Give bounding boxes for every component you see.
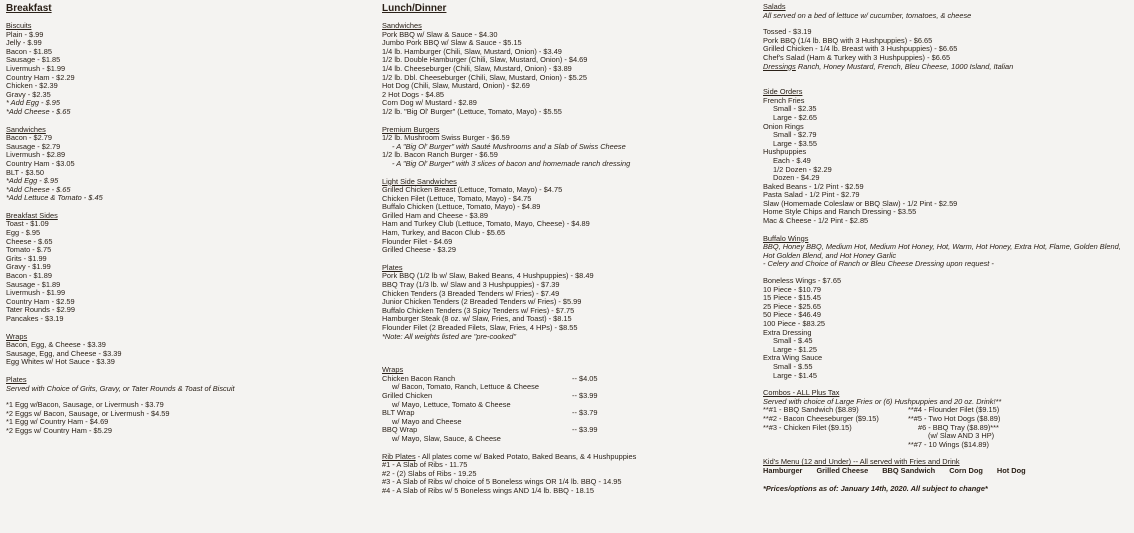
menu-item: *Add Cheese - $.65: [6, 184, 71, 194]
menu-item: Livermush - $1.99: [6, 288, 66, 298]
wrap-name: BLT Wrap: [382, 408, 415, 418]
biscuits-list: [6, 31, 366, 100]
menu-item: Toast - $1.09: [6, 219, 49, 229]
menu-item: Pancakes - $3.19: [6, 314, 64, 323]
wrap-price: -- $3.79: [572, 408, 598, 418]
menu-item: Junior Chicken Tenders (2 Breaded Tenders w/ Fries) - $5.99: [382, 297, 582, 307]
light-side-section: [382, 178, 754, 255]
wings-list: [763, 277, 1131, 380]
menu-item: BBQ Tray (1/3 lb. w/ Slaw and 3 Hushpuppies) - $7.39: [382, 280, 560, 290]
menu-subitem: Small - $2.79: [773, 130, 817, 140]
menu-item: Tomato - $.75: [6, 245, 52, 255]
menu-item: Country Ham - $2.59: [6, 296, 75, 306]
combos-right-list: [908, 406, 1000, 449]
lunch-sandwiches-list: [382, 31, 754, 117]
menu-item: * Add Egg - $.95: [6, 98, 60, 108]
menu-item: Bacon - $1.85: [6, 46, 53, 56]
menu-item: Gravy - $2.35: [6, 89, 51, 99]
menu-item: **#3 - Chicken Filet ($9.15): [763, 422, 852, 432]
menu-item: Hushpuppies: [763, 147, 807, 157]
lunch-plates-section: [382, 264, 754, 341]
wrap-desc: w/ Mayo, Lettuce, Tomato & Cheese: [392, 399, 511, 409]
breakfast-title: Breakfast: [6, 3, 52, 14]
menu-item: Buffalo Chicken Tenders (3 Spicy Tenders w/ Fries) - $7.75: [382, 305, 575, 315]
breakfast-sides-title: Breakfast Sides: [6, 210, 58, 220]
menu-item: 1/2 lb. Double Hamburger (Chili, Slaw, Mustard, Onion) - $4.69: [382, 55, 588, 65]
kids-menu-item: Grilled Cheese: [816, 465, 869, 475]
menu-item: Pork BBQ (1/2 lb w/ Slaw, Baked Beans, 4 Hushpuppies) - $8.49: [382, 271, 594, 281]
menu-item: 50 Piece - $46.49: [763, 310, 821, 320]
menu-item: *1 Egg w/Bacon, Sausage, or Livermush - $3.79: [6, 400, 164, 410]
menu-item: Ham and Turkey Club (Lettuce, Tomato, Mayo, Cheese) - $4.89: [382, 219, 590, 229]
menu-item: Tossed - $3.19: [763, 27, 812, 37]
premium-item: 1/2 lb. Mushroom Swiss Burger - $6.59: [382, 133, 510, 143]
side-orders-list: [763, 97, 1131, 226]
menu-item: Baked Beans - 1/2 Pint - $2.59: [763, 181, 864, 191]
rib-plates-intro: - All plates come w/ Baked Potato, Baked Beans, & 4 Hushpuppies: [415, 451, 637, 461]
dressings-label: Dressings: [763, 61, 796, 71]
menu-item: Buffalo Chicken (Lettuce, Tomato, Mayo) - $4.89: [382, 202, 541, 212]
menu-item: Hot Dog (Chili, Slaw, Mustard, Onion) - $2.69: [382, 81, 530, 91]
side-orders-title: Side Orders: [763, 87, 803, 97]
menu-item: *1 Egg w/ Country Ham - $4.69: [6, 417, 109, 427]
menu-item: Chicken - $2.39: [6, 81, 58, 91]
menu-item: 25 Piece - $25.65: [763, 301, 821, 311]
wrap-price: -- $4.05: [572, 373, 598, 383]
menu-item: Ham, Turkey, and Bacon Club - $5.65: [382, 228, 506, 238]
menu-item: Sausage - $1.89: [6, 279, 61, 289]
breakfast-plates-section: [6, 376, 366, 436]
menu-item: Pasta Salad - 1/2 Pint - $2.79: [763, 190, 860, 200]
wrap-price: -- $3.99: [572, 425, 598, 435]
menu-item: Country Ham - $3.05: [6, 158, 75, 168]
lunch-sandwiches-title: Sandwiches: [382, 21, 422, 30]
combo-item: (w/ Slaw AND 3 HP): [928, 431, 995, 441]
combo-item: **#5 - Two Hot Dogs ($8.89): [908, 413, 1001, 423]
menu-item: *2 Eggs w/ Country Ham - $5.29: [6, 425, 112, 435]
rib-plates-list: [382, 461, 754, 495]
breakfast-sides-section: [6, 212, 366, 324]
kids-menu-item: Hamburger: [763, 465, 803, 475]
menu-subitem: Each - $.49: [773, 155, 811, 165]
menu-item: Corn Dog w/ Mustard - $2.89: [382, 98, 477, 108]
menu-item: *Add Egg - $.95: [6, 176, 59, 186]
menu-item: Pork BBQ (1/4 lb. BBQ with 3 Hushpuppies) - $6.65: [763, 35, 933, 45]
menu-item: 2 Hot Dogs - $4.85: [382, 89, 445, 99]
right-column: [763, 3, 1131, 493]
premium-burgers-section: [382, 126, 754, 169]
breakfast-sandwiches-title: Sandwiches: [6, 124, 46, 134]
biscuits-title: Biscuits: [6, 21, 32, 30]
wrap-name: BBQ Wrap: [382, 425, 418, 435]
menu-item: Gravy - $1.99: [6, 262, 51, 272]
kids-menu-section: [763, 458, 1131, 475]
kids-menu-item: Hot Dog: [996, 465, 1026, 475]
menu-item: Country Ham - $2.29: [6, 72, 75, 82]
light-side-title: Light Side Sandwiches: [382, 176, 457, 186]
combos-section: [763, 389, 1131, 449]
menu-item: Extra Dressing: [763, 327, 812, 337]
salads-section: [763, 3, 1131, 71]
menu-subitem: Small - $.55: [773, 361, 813, 371]
combos-note: Served with choice of Large Fries or (6) Hushpuppies and 20 oz. Drink!**: [763, 396, 1002, 406]
combo-item: **#7 - 10 Wings ($14.89): [908, 439, 989, 449]
wings-note: - Celery and Choice of Ranch or Bleu Cheese Dressing upon request -: [763, 259, 994, 269]
menu-item: BLT - $3.50: [6, 167, 44, 177]
premium-burgers-title: Premium Burgers: [382, 124, 440, 134]
salads-title: Salads: [763, 2, 786, 11]
menu-item: Livermush - $1.99: [6, 63, 66, 73]
salads-list: [763, 28, 1131, 62]
menu-item: Grits - $1.99: [6, 253, 47, 263]
breakfast-plates-note: Served with Choice of Grits, Gravy, or Tater Rounds & Toast of Biscuit: [6, 383, 235, 393]
premium-desc: - A "Big Ol' Burger" with 3 slices of bacon and homemade ranch dressing: [392, 158, 631, 168]
menu-item: Flounder Filet - $4.69: [382, 236, 453, 246]
menu-item: #4 - A Slab of Ribs w/ 5 Boneless wings AND 1/4 lb. BBQ - 18.15: [382, 485, 594, 495]
lunch-plates-list: [382, 272, 754, 332]
menu-item: Flounder Filet (2 Breaded Filets, Slaw, Fries, 4 HPs) - $8.55: [382, 323, 578, 332]
lunch-sandwiches-section: [382, 22, 754, 117]
menu-item: Hamburger Steak (8 oz. w/ Slaw, Fries, and Toast) - $8.15: [382, 314, 572, 324]
menu-subitem: Large - $1.25: [773, 344, 817, 354]
combo-item: #6 - BBQ Tray ($8.89)***: [918, 422, 999, 432]
kids-menu-item: BBQ Sandwich: [882, 465, 936, 475]
lunch-plates-title: Plates: [382, 262, 403, 272]
menu-item: Sausage - $1.85: [6, 55, 61, 65]
lunch-column: [382, 3, 754, 505]
combo-item: **#4 - Flounder Filet ($9.15): [908, 405, 1000, 415]
wings-section: [763, 235, 1131, 381]
breakfast-plates-list: [6, 401, 366, 435]
lunch-title: Lunch/Dinner: [382, 3, 447, 14]
price-footer: *Prices/options as of: January 14th, 2020. All subject to change*: [763, 483, 988, 493]
wrap-desc: w/ Bacon, Tomato, Ranch, Lettuce & Cheese: [392, 382, 539, 392]
menu-item: *Add Cheese - $.65: [6, 106, 71, 116]
wrap-price: -- $3.99: [572, 390, 598, 400]
kids-menu-items: [763, 467, 1131, 476]
menu-item: Bacon, Egg, & Cheese - $3.39: [6, 340, 106, 350]
menu-item: *2 Eggs w/ Bacon, Sausage, or Livermush - $4.59: [6, 408, 170, 418]
lunch-wraps-list: [382, 375, 754, 444]
wings-title: Buffalo Wings: [763, 233, 809, 243]
menu-item: #3 - A Slab of Ribs w/ choice of 5 Boneless wings OR 1/4 lb. BBQ - 14.95: [382, 477, 622, 487]
menu-item: Grilled Chicken Breast (Lettuce, Tomato, Mayo) - $4.75: [382, 185, 563, 195]
menu-subitem: 1/2 Dozen - $2.29: [773, 164, 832, 174]
menu-item: Livermush - $2.89: [6, 150, 66, 160]
menu-item: #1 - A Slab of Ribs - 11.75: [382, 460, 468, 470]
breakfast-column: [6, 3, 366, 445]
menu-subitem: Dozen - $4.29: [773, 173, 820, 183]
light-side-list: [382, 186, 754, 255]
menu-item: Tater Rounds - $2.99: [6, 305, 76, 315]
lunch-wraps-section: [382, 366, 754, 443]
menu-item: 1/2 lb. "Big Ol' Burger" (Lettuce, Tomato, Mayo) - $5.55: [382, 106, 562, 116]
breakfast-sandwiches-list: [6, 134, 366, 177]
menu-item: Jelly - $.99: [6, 38, 42, 48]
menu-item: Onion Rings: [763, 121, 804, 131]
menu-item: Bacon - $1.89: [6, 271, 53, 281]
menu-subitem: Small - $2.35: [773, 104, 817, 114]
breakfast-wraps-title: Wraps: [6, 331, 28, 341]
combos-left-list: [763, 406, 908, 449]
menu-item: Egg Whites w/ Hot Sauce - $3.39: [6, 357, 115, 367]
premium-desc: - A "Big Ol' Burger" with Sauté Mushrooms and a Slab of Swiss Cheese: [392, 141, 626, 151]
premium-item: 1/2 lb. Bacon Ranch Burger - $6.59: [382, 150, 498, 160]
menu-item: *Add Lettuce & Tomato - $.45: [6, 193, 103, 203]
menu-item: Slaw (Homemade Coleslaw or BBQ Slaw) - 1/2 Pint - $2.59: [763, 198, 958, 208]
menu-item: **#1 - BBQ Sandwich ($8.89): [763, 405, 859, 415]
menu-subitem: Large - $3.55: [773, 138, 817, 148]
menu-item: Grilled Ham and Cheese - $3.89: [382, 210, 488, 220]
menu-item: 10 Piece - $10.79: [763, 284, 821, 294]
kids-menu-title: Kid's Menu (12 and Under) -- All served with Fries and Drink: [763, 457, 960, 467]
menu-subitem: Large - $1.45: [773, 370, 817, 380]
menu-item: Egg - $.95: [6, 228, 41, 238]
salads-note: All served on a bed of lettuce w/ cucumber, tomatoes, & cheese: [763, 10, 972, 20]
wrap-name: Chicken Bacon Ranch: [382, 373, 456, 383]
lunch-plates-note: *Note: All weights listed are "pre-cooked": [382, 331, 516, 341]
menu-subitem: Large - $2.65: [773, 112, 817, 122]
menu-item: Extra Wing Sauce: [763, 353, 823, 363]
menu-item: 1/4 lb. Hamburger (Chili, Slaw, Mustard, Onion) - $3.49: [382, 46, 562, 56]
menu-item: Bacon - $2.79: [6, 133, 53, 143]
menu-item: Boneless Wings - $7.65: [763, 276, 842, 286]
menu-item: Home Style Chips and Ranch Dressing - $3.55: [763, 207, 917, 217]
combos-title: Combos - ALL Plus Tax: [763, 388, 840, 398]
menu-item: #2 - (2) Slabs of Ribs - 19.25: [382, 468, 477, 478]
menu-item: Jumbo Pork BBQ w/ Slaw & Sauce - $5.15: [382, 38, 522, 48]
menu-item: 1/4 lb. Cheeseburger (Chili, Slaw, Mustard, Onion) - $3.89: [382, 63, 572, 73]
wrap-desc: w/ Mayo and Cheese: [392, 416, 462, 426]
menu-item: Grilled Chicken - 1/4 lb. Breast with 3 Hushpuppies) - $6.65: [763, 44, 958, 54]
breakfast-wraps-section: [6, 333, 366, 367]
kids-menu-item: Corn Dog: [949, 465, 983, 475]
breakfast-sides-list: [6, 220, 366, 323]
lunch-wraps-title: Wraps: [382, 365, 404, 375]
wings-flavors: BBQ, Honey BBQ, Medium Hot, Medium Hot Honey, Hot, Warm, Hot Honey, Extra Hot, Flame, Golden Blend, Hot Golden Blend, and Hot Honey Garlic: [763, 242, 1121, 260]
menu-item: Chicken Filet (Lettuce, Tomato, Mayo) - $4.75: [382, 193, 532, 203]
rib-plates-section: [382, 453, 754, 496]
biscuits-addons: [6, 99, 366, 116]
menu-item: Chicken Tenders (3 Breaded Tenders w/ Fries) - $7.49: [382, 288, 560, 298]
side-orders-section: [763, 88, 1131, 226]
menu-item: 100 Piece - $83.25: [763, 319, 826, 328]
menu-item: 1/2 lb. Dbl. Cheeseburger (Chili, Slaw, Mustard, Onion) - $5.25: [382, 72, 587, 82]
breakfast-sandwiches-section: [6, 126, 366, 203]
menu-item: Sausage, Egg, and Cheese - $3.39: [6, 348, 122, 358]
biscuits-section: [6, 22, 366, 117]
wrap-desc: w/ Mayo, Slaw, Sauce, & Cheese: [392, 433, 501, 443]
menu-item: Chef's Salad (Ham & Turkey with 3 Hushpuppies) - $6.65: [763, 52, 951, 62]
rib-plates-title: Rib Plates: [382, 451, 416, 461]
menu-item: French Fries: [763, 95, 805, 105]
menu-item: Pork BBQ w/ Slaw & Sauce - $4.30: [382, 29, 498, 39]
breakfast-plates-title: Plates: [6, 374, 27, 384]
menu-item: Mac & Cheese - 1/2 Pint - $2.85: [763, 216, 869, 226]
menu-item: **#2 - Bacon Cheeseburger ($9.15): [763, 413, 879, 423]
breakfast-wraps-list: [6, 341, 366, 367]
wrap-name: Grilled Chicken: [382, 390, 433, 400]
menu-item: Plain - $.99: [6, 29, 44, 39]
menu-item: Sausage - $2.79: [6, 141, 61, 151]
breakfast-sandwiches-addons: [6, 177, 366, 203]
menu-item: Grilled Cheese - $3.29: [382, 245, 456, 255]
menu-item: 15 Piece - $15.45: [763, 293, 821, 303]
dressings-text: Ranch, Honey Mustard, French, Bleu Cheese, 1000 Island, Italian: [795, 61, 1014, 71]
menu-subitem: Small - $.45: [773, 336, 813, 346]
menu-item: Cheese - $.65: [6, 236, 53, 246]
